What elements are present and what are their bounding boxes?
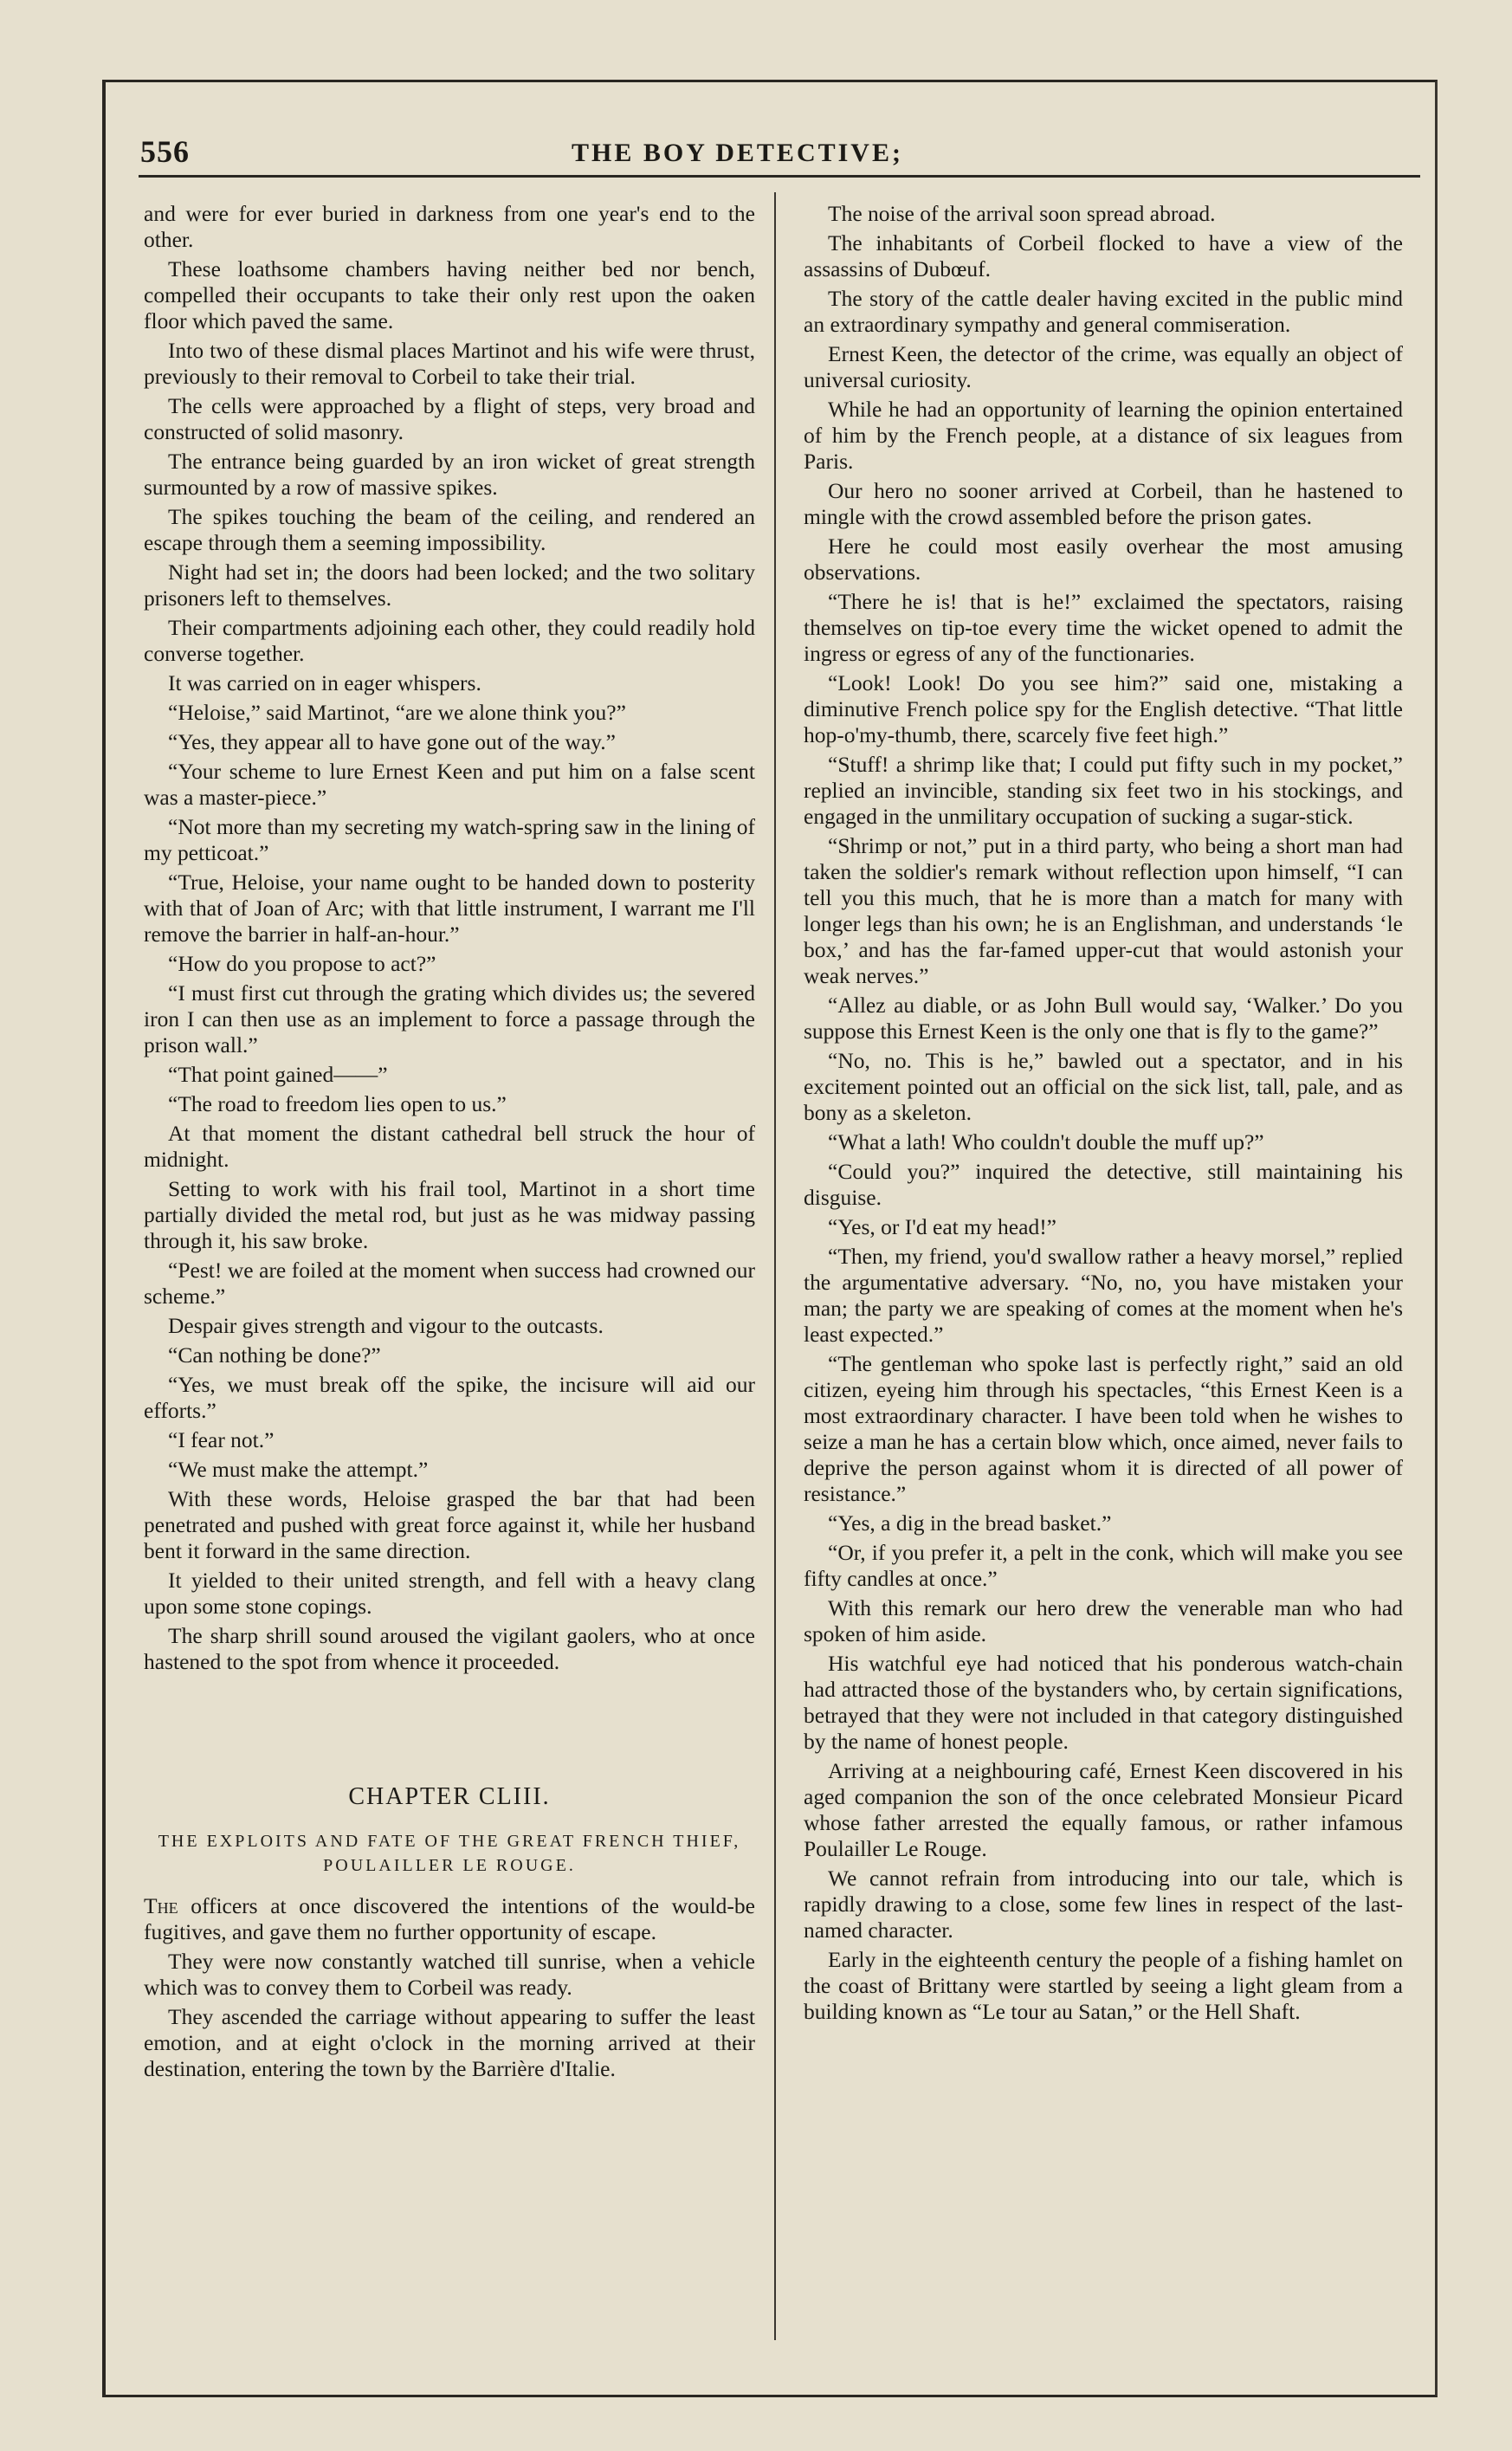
right-column (804, 201, 1403, 2028)
paragraph: “Your scheme to lure Ernest Keen and put him on a false scent was a master-piece.” (144, 759, 755, 810)
paragraph: It was carried on in eager whispers. (168, 670, 481, 695)
paragraph: They were now constantly watched till sunrise, when a vehicle which was to convey them to Corbeil was ready. (144, 1949, 755, 2000)
paragraph: The sharp shrill sound aroused the vigilant gaolers, who at once hastened to the spot from whence it proceeded. (144, 1623, 755, 1674)
paragraph: “Heloise,” said Martinot, “are we alone think you?” (168, 700, 626, 725)
paragraph: “I must first cut through the grating which divides us; the severed iron I can then use as an implement to force a passage through the prison wall.” (144, 980, 755, 1057)
paragraph: The inhabitants of Corbeil flocked to have a view of the assassins of Dubœuf. (804, 230, 1403, 281)
paragraph: “What a lath! Who couldn't double the muff up?” (828, 1129, 1264, 1154)
paragraph: Ernest Keen, the detector of the crime, was equally an object of universal curiosity. (804, 341, 1403, 392)
paragraph: These loathsome chambers having neither bed nor bench, compelled their occupants to take their only rest upon the oaken floor which paved the same. (144, 256, 755, 333)
paragraph: Despair gives strength and vigour to the outcasts. (168, 1313, 604, 1338)
paragraph: “There he is! that is he!” exclaimed the spectators, raising themselves on tip-toe every time the wicket opened to admit the ingress or egress of any of the functionaries. (804, 589, 1403, 666)
paragraph: The spikes touching the beam of the ceiling, and rendered an escape through them a seeming impossibility. (144, 504, 755, 555)
paragraph: Here he could most easily overhear the most amusing observations. (804, 534, 1403, 585)
paragraph: “Could you?” inquired the detective, still maintaining his disguise. (804, 1159, 1403, 1210)
chapter-first-paragraph (144, 1893, 755, 1945)
paragraph: “Stuff! a shrimp like that; I could put fifty such in my pocket,” replied an invincible, standing six feet two in his stockings, and engaged in the unmilitary occupation of sucking a sugar-stick. (804, 752, 1403, 829)
paragraph: and were for ever buried in darkness from one year's end to the other. (144, 201, 755, 252)
paragraph: The noise of the arrival soon spread abroad. (828, 201, 1216, 226)
paragraph: “Yes, or I'd eat my head!” (828, 1214, 1057, 1239)
paragraph: Night had set in; the doors had been locked; and the two solitary prisoners left to themselves. (144, 559, 755, 611)
first-paragraph-text: officers at once discovered the intentions of the would-be fugitives, and gave them no further opportunity of escape. (144, 1893, 755, 1944)
paragraph: “The road to freedom lies open to us.” (168, 1091, 507, 1116)
paragraph: We cannot refrain from introducing into our tale, which is rapidly drawing to a close, some few lines in respect of the last-named character. (804, 1866, 1403, 1943)
page-header (139, 132, 1420, 178)
paragraph: “Yes, they appear all to have gone out of the way.” (168, 729, 616, 754)
paragraph: “How do you propose to act?” (168, 951, 436, 976)
paragraph: Setting to work with his frail tool, Martinot in a short time partially divided the metal rod, but just as he was midway passing through it, his saw broke. (144, 1176, 755, 1253)
paragraph: “I fear not.” (168, 1427, 275, 1452)
chapter-heading: CHAPTER CLIII. (348, 1783, 551, 1810)
paragraph: Early in the eighteenth century the people of a fishing hamlet on the coast of Brittany were startled by seeing a light gleam from a building known as “Le tour au Satan,” or the Hell Shaft. (804, 1947, 1403, 2024)
paragraph: “Not more than my secreting my watch-spring saw in the lining of my petticoat.” (144, 814, 755, 865)
paragraph: “That point gained——” (168, 1062, 388, 1087)
paragraph: The entrance being guarded by an iron wicket of great strength surmounted by a row of massive spikes. (144, 449, 755, 500)
paragraph: The cells were approached by a flight of steps, very broad and constructed of solid masonry. (144, 393, 755, 444)
paragraph: “Shrimp or not,” put in a third party, who being a short man had taken the soldier's remark without reflection upon himself, “I can tell you this much, that he is more than a match for many with longer legs than his own; he is an Englishman, and understands ‘le box,’ and has the far-famed upper-cut that would astonish your weak nerves.” (804, 833, 1403, 988)
paragraph: It yielded to their united strength, and fell with a heavy clang upon some stone copings. (144, 1568, 755, 1619)
paragraph: “Allez au diable, or as John Bull would say, ‘Walker.’ Do you suppose this Ernest Keen is the only one that is fly to the game?” (804, 993, 1403, 1044)
page-number: 556 (140, 134, 190, 169)
paragraph: “Pest! we are foiled at the moment when success had crowned our scheme.” (144, 1258, 755, 1309)
paragraph: His watchful eye had noticed that his ponderous watch-chain had attracted those of the bystanders who, by certain significations, betrayed that they were not included in that category distinguished by the name of honest people. (804, 1651, 1403, 1754)
paragraph: “No, no. This is he,” bawled out a spectator, and in his excitement pointed out an official on the sick list, tall, pale, and as bony as a skeleton. (804, 1048, 1403, 1125)
paragraph: “True, Heloise, your name ought to be handed down to posterity with that of Joan of Arc; with that little instrument, I warrant me I'll remove the barrier in half-an-hour.” (144, 870, 755, 947)
paragraph: “Then, my friend, you'd swallow rather a heavy morsel,” replied the argumentative adversary. “No, no, you have mistaken your man; the party we are speaking of comes at the moment when he's least expected.” (804, 1244, 1403, 1347)
paragraph: “We must make the attempt.” (168, 1457, 429, 1482)
left-paragraphs-before (144, 201, 755, 1675)
right-paragraphs (804, 201, 1403, 2025)
paragraph: “Can nothing be done?” (168, 1342, 381, 1368)
paragraph: Our hero no sooner arrived at Corbeil, than he hastened to mingle with the crowd assembled before the prison gates. (804, 478, 1403, 529)
paragraph: Their compartments adjoining each other, they could readily hold converse together. (144, 615, 755, 666)
left-column (144, 201, 755, 2086)
running-title: THE BOY DETECTIVE; (572, 139, 903, 167)
paragraph: While he had an opportunity of learning the opinion entertained of him by the French people, at a distance of six leagues from Paris. (804, 397, 1403, 474)
paragraph: “Yes, a dig in the bread basket.” (828, 1510, 1112, 1536)
paragraph: “Look! Look! Do you see him?” said one, mistaking a diminutive French police spy for the English detective. “That little hop-o'my-thumb, there, scarcely five feet high.” (804, 670, 1403, 747)
dropword: The (144, 1893, 178, 1918)
paragraph: Arriving at a neighbouring café, Ernest Keen discovered in his aged companion the son of the once celebrated Monsieur Picard whose father arrested the equally famous, or rather infamous Poulailler Le Rouge. (804, 1758, 1403, 1861)
paragraph: “Yes, we must break off the spike, the incisure will aid our efforts.” (144, 1372, 755, 1423)
paragraph: At that moment the distant cathedral bell struck the hour of midnight. (144, 1121, 755, 1172)
paragraph: With this remark our hero drew the venerable man who had spoken of him aside. (804, 1595, 1403, 1646)
paragraph: The story of the cattle dealer having excited in the public mind an extraordinary sympathy and general commiseration. (804, 286, 1403, 337)
chapter-subtitle: THE EXPLOITS AND FATE OF THE GREAT FRENCH THIEF, POULAILLER LE ROUGE. (158, 1832, 741, 1875)
paragraph: “Or, if you prefer it, a pelt in the conk, which will make you see fifty candles at once.” (804, 1540, 1403, 1591)
column-divider (774, 192, 776, 2340)
left-paragraphs-after (144, 1949, 755, 2082)
paragraph: They ascended the carriage without appearing to suffer the least emotion, and at eight o'clock in the morning arrived at their destination, entering the town by the Barrière d'Italie. (144, 2004, 755, 2081)
paragraph: “The gentleman who spoke last is perfectly right,” said an old citizen, eyeing him through his spectacles, “this Ernest Keen is a most extraordinary character. I have been told when he wishes to seize a man he has a certain blow which, once aimed, never fails to deprive the person against whom it is directed of all power of resistance.” (804, 1351, 1403, 1506)
paragraph: With these words, Heloise grasped the bar that had been penetrated and pushed with great force against it, while her husband bent it forward in the same direction. (144, 1486, 755, 1563)
paragraph: Into two of these dismal places Martinot and his wife were thrust, previously to their removal to Corbeil to take their trial. (144, 338, 755, 389)
